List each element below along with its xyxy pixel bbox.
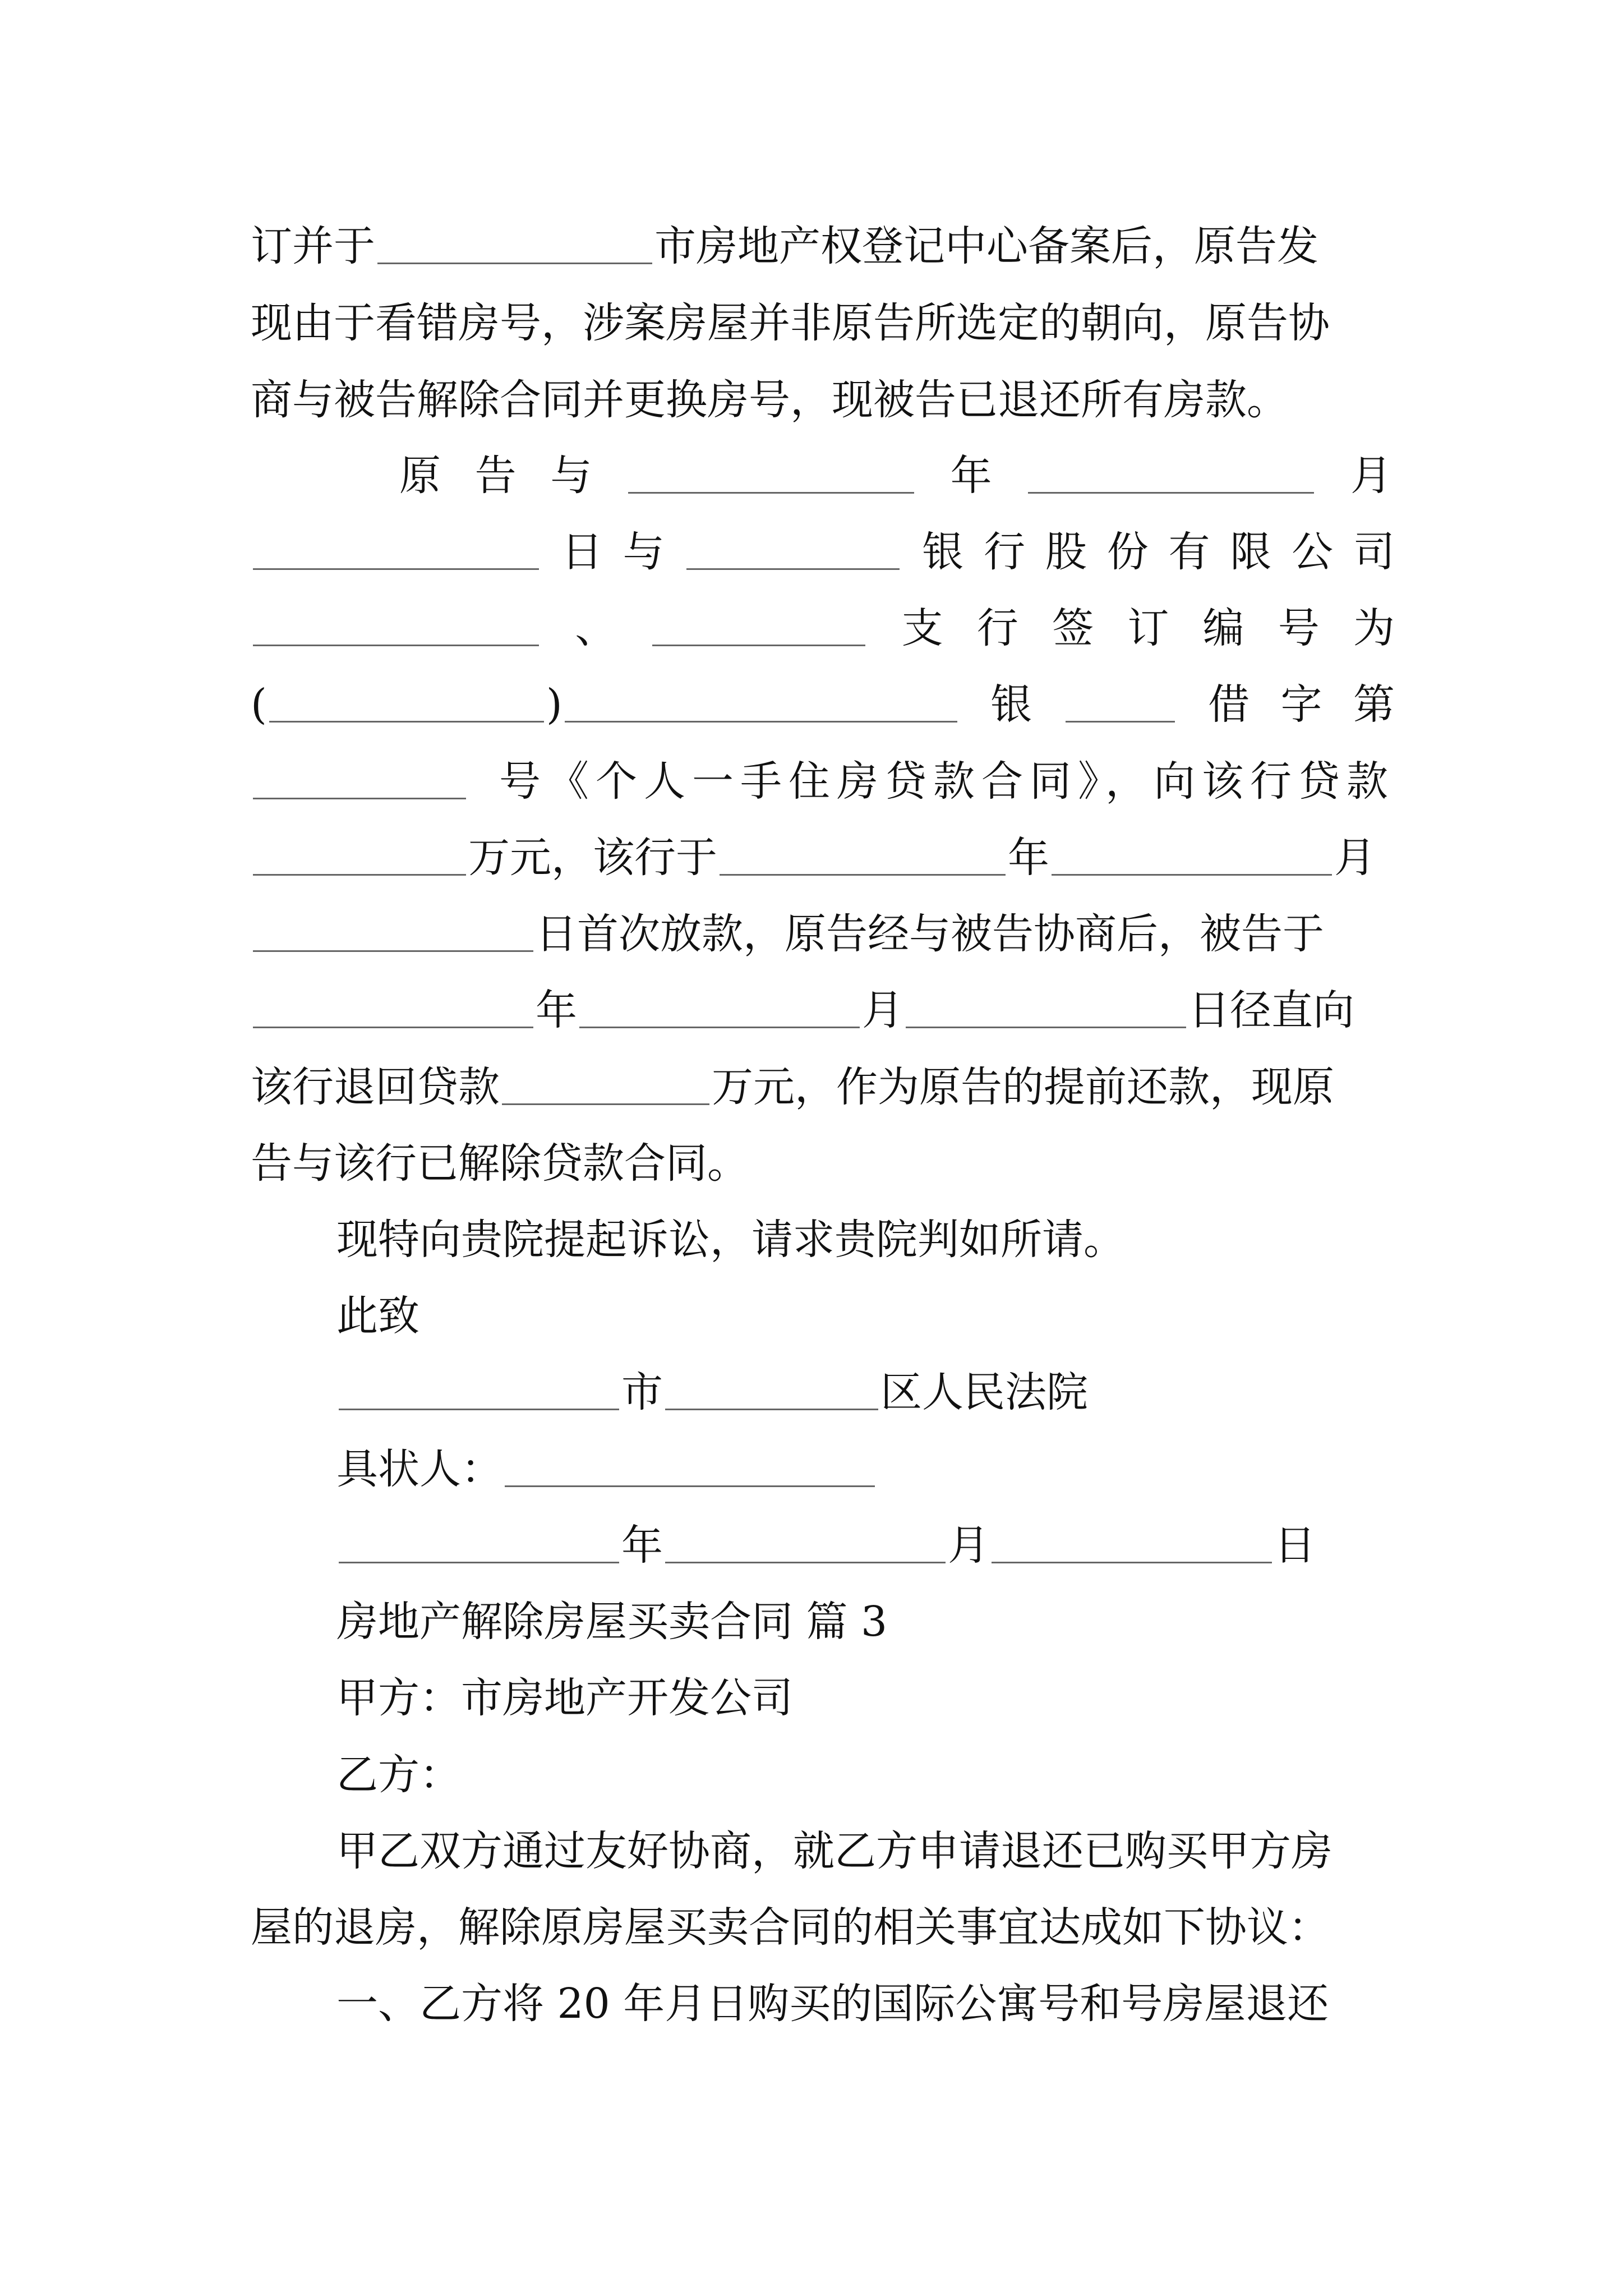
text: 万元，作为原告的提前还款，现原 (712, 1063, 1334, 1111)
text: 号 (1278, 604, 1320, 652)
paragraph-line (336, 1202, 1395, 1278)
text: 该行退回贷款 (251, 1063, 500, 1111)
text: 告与该行已解除贷款合同。 (251, 1139, 749, 1188)
text: 订 (1127, 604, 1169, 652)
text: 商与被告解除合同并更换房号，现被告已退还所有房款。 (251, 376, 1288, 424)
text: 月 (1350, 452, 1392, 500)
text: 股 (1045, 528, 1087, 576)
text: 为 (1353, 604, 1395, 652)
fill-blank (253, 917, 533, 952)
paragraph-line (251, 362, 1395, 438)
text: 月 (862, 986, 903, 1034)
section-heading (336, 1584, 1395, 1660)
text: 日 (561, 528, 603, 576)
fill-blank (377, 229, 652, 264)
fill-blank (720, 840, 1006, 876)
fill-blank (253, 840, 466, 876)
text: 第 (1353, 680, 1395, 729)
text: ) (546, 680, 562, 729)
paragraph-line (251, 666, 1395, 743)
text: 日径直向 (1188, 986, 1354, 1034)
fill-blank (253, 764, 466, 799)
text: 一、乙方将 20 年月日购买的国际公寓号和号房屋退还 (336, 1980, 1329, 2028)
text: 司 (1353, 528, 1395, 576)
text: 月 (1334, 834, 1376, 882)
paragraph-line (251, 514, 1395, 590)
fill-blank (505, 1452, 875, 1487)
text: 支 (901, 604, 943, 652)
paragraph-line (336, 1737, 1395, 1813)
text: 银 (922, 528, 964, 576)
paragraph-line (336, 1507, 1395, 1584)
text: 与 (550, 452, 592, 500)
text: 日 (1274, 1521, 1316, 1570)
text: 限 (1230, 528, 1272, 576)
text: 银 (990, 680, 1032, 729)
paragraph-line (336, 1660, 1395, 1736)
fill-blank (502, 1070, 709, 1105)
text: 借 (1208, 680, 1250, 729)
paragraph-line (251, 972, 1395, 1048)
text: 编 (1202, 604, 1244, 652)
text: 日首次放款，原告经与被告协商后，被告于 (536, 910, 1324, 958)
paragraph-line (251, 1049, 1395, 1125)
fill-blank (579, 993, 860, 1028)
fill-blank (1052, 840, 1332, 876)
paragraph-line (251, 820, 1395, 896)
text: 乙方： (336, 1751, 461, 1799)
fill-blank (628, 458, 914, 494)
fill-blank (906, 993, 1186, 1028)
fill-blank (686, 535, 900, 570)
text: 份 (1106, 528, 1149, 576)
fill-blank (665, 1528, 946, 1563)
fill-blank (269, 687, 544, 723)
paragraph-line (251, 285, 1395, 361)
text: 年 (621, 1521, 663, 1570)
text: 甲乙双方通过友好协商，就乙方申请退还已购买甲方房 (336, 1827, 1332, 1875)
text: 告 (474, 452, 517, 500)
fill-blank (652, 611, 865, 646)
text: 公 (1292, 528, 1334, 576)
paragraph-line (251, 1889, 1395, 1966)
text: 屋的退房，解除原房屋买卖合同的相关事宜达成如下协议： (251, 1903, 1330, 1952)
text: 年 (1008, 834, 1049, 882)
text: 订并于 (251, 222, 375, 270)
paragraph-line (336, 1354, 1395, 1430)
paragraph-line (399, 438, 1392, 514)
fill-blank (253, 611, 539, 646)
text: 市 (621, 1368, 663, 1416)
text: 万元，该行于 (468, 834, 717, 882)
paragraph-line (251, 1125, 1395, 1202)
fill-blank (1066, 687, 1175, 723)
paragraph-line (336, 1966, 1395, 2042)
text: 、 (575, 604, 617, 652)
text: 甲方：市房地产开发公司 (336, 1674, 793, 1722)
fill-blank (253, 535, 539, 570)
text: 签 (1052, 604, 1094, 652)
text: 年 (950, 452, 992, 500)
paren-group (251, 680, 960, 729)
text: 区人民法院 (880, 1368, 1088, 1416)
text: 字 (1280, 680, 1322, 729)
text: 号《个人一手住房贷款合同》，向该行贷款 (499, 757, 1395, 806)
text: 市房地产权登记中心备案后，原告发 (654, 222, 1318, 270)
text: 此致 (336, 1292, 419, 1340)
text: 原 (399, 452, 441, 500)
paragraph-line (336, 1431, 1395, 1507)
text: 具状人： (336, 1445, 502, 1493)
paragraph-line (251, 208, 1395, 284)
text: 行 (976, 604, 1018, 652)
text: 月 (948, 1521, 989, 1570)
fill-blank (665, 1375, 878, 1410)
paragraph-line (336, 1278, 1395, 1354)
text: 有 (1168, 528, 1210, 576)
text: 现由于看错房号，涉案房屋并非原告所选定的朝向，原告协 (251, 299, 1330, 347)
fill-blank (992, 1528, 1272, 1563)
paragraph-line (251, 590, 1395, 666)
text: 与 (623, 528, 665, 576)
text: 行 (984, 528, 1026, 576)
text: 现特向贵院提起诉讼，请求贵院判如所请。 (336, 1216, 1125, 1264)
text: 房地产解除房屋买卖合同 篇 3 (336, 1598, 888, 1646)
fill-blank (339, 1528, 619, 1563)
fill-blank (339, 1375, 619, 1410)
paragraph-line (336, 1813, 1395, 1889)
fill-blank (565, 687, 957, 723)
paragraph-line (251, 896, 1395, 972)
text: ( (251, 680, 267, 729)
paragraph-line (251, 743, 1395, 820)
text: 年 (536, 986, 577, 1034)
fill-blank (1028, 458, 1314, 494)
fill-blank (253, 993, 533, 1028)
